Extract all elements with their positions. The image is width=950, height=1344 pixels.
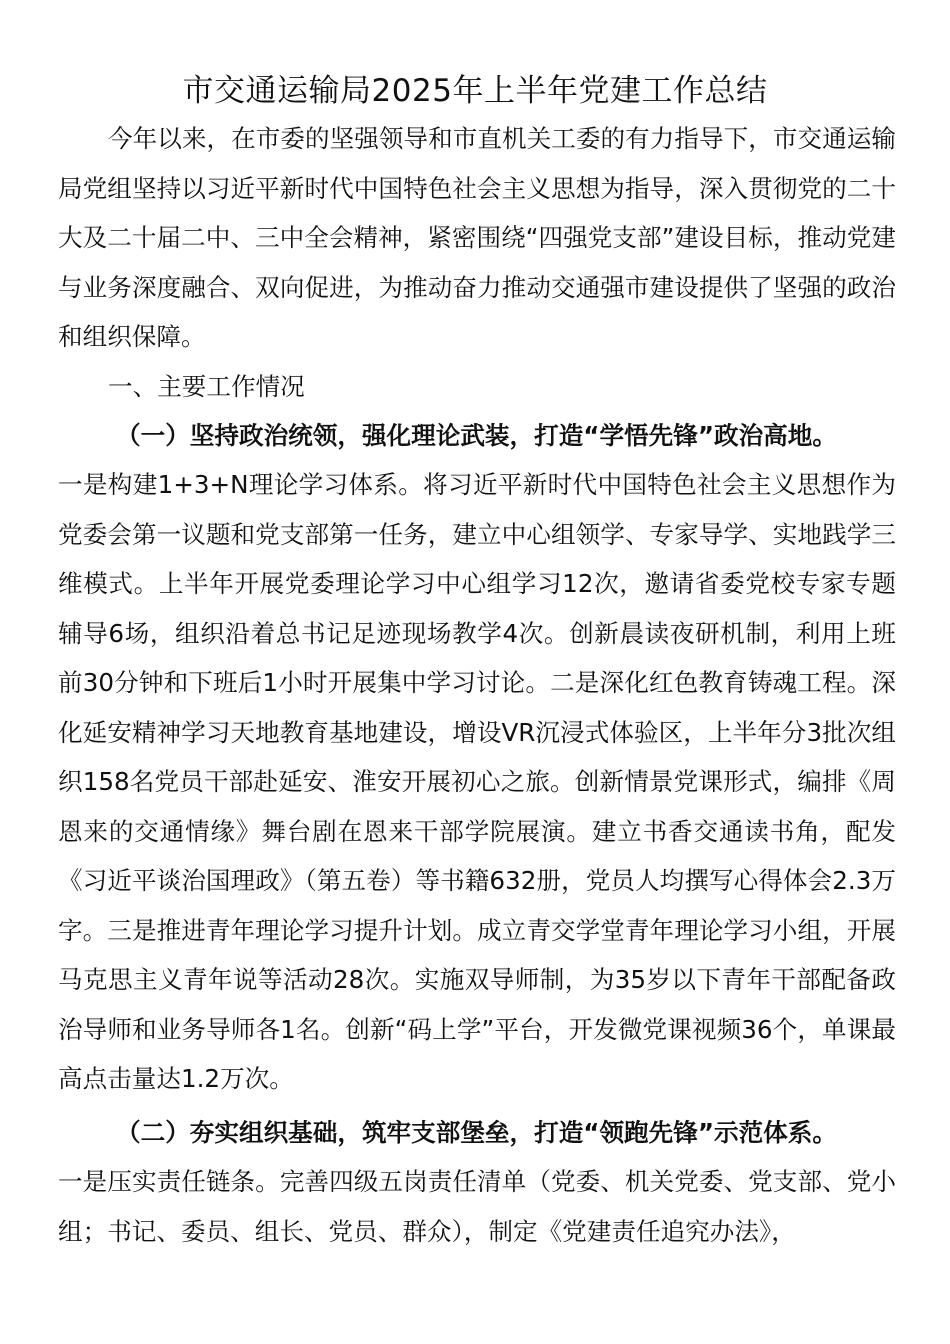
document-title: 市交通运输局2025年上半年党建工作总结 xyxy=(182,73,768,109)
subsection-heading-2: （二）夯实组织基础，筑牢支部堡垒，打造“领跑先锋”示范体系。 xyxy=(116,1118,837,1147)
subsection-paragraph-1: 一是构建1+3+N理论学习体系。将习近平新时代中国特色社会主义思想作为党委会第一议题和党支部第一任务，建立中心组领学、专家导学、实地践学三维模式。上半年开展党委理论学习中心组学习12次，邀请省委党校专家专题辅导6场，组织沿着总书记足迹现场教学4次。创新晨读夜研机制，利用上班前30分钟和下班后1小时开展集中学习讨论。二是深化红色教育铸魂工程。深化延安精神学习天地教育基地建设，增设VR沉浸式体验区，上半年分3批次组织158名党员干部赴延安、淮安开展初心之旅。创新情景党课形式，编排《周恩来的交通情缘》舞台剧在恩来干部学院展演。建立书香交通读书角，配发《习近平谈治国理政》（第五卷）等书籍632册，党员人均撰写心得体会2.3万字。三是推进青年理论学习提升计划。成立青交学堂青年理论学习小组，开展马克思主义青年说等活动28次。实施双导师制，为35岁以下青年干部配备政治导师和业务导师各1名。创新“码上学”平台，开发微党课视频36个，单课最高点击量达1.2万次。 xyxy=(58,470,896,1093)
subsection-paragraph-2: 一是压实责任链条。完善四级五岗责任清单（党委、机关党委、党支部、党小组；书记、委员、组长、党员、群众），制定《党建责任追究办法》， xyxy=(58,1167,896,1246)
subsection-heading-1: （一）坚持政治统领，强化理论武装，打造“学悟先锋”政治高地。 xyxy=(116,421,837,450)
intro-paragraph: 今年以来，在市委的坚强领导和市直机关工委的有力指导下，市交通运输局党组坚持以习近平新时代中国特色社会主义思想为指导，深入贯彻党的二十大及二十届二中、三中全会精神，紧密围绕“四强党支部”建设目标，推动党建与业务深度融合、双向促进，为推动奋力推动交通强市建设提供了坚强的政治和组织保障。 xyxy=(58,124,896,351)
section-heading: 一、主要工作情况 xyxy=(108,372,305,401)
